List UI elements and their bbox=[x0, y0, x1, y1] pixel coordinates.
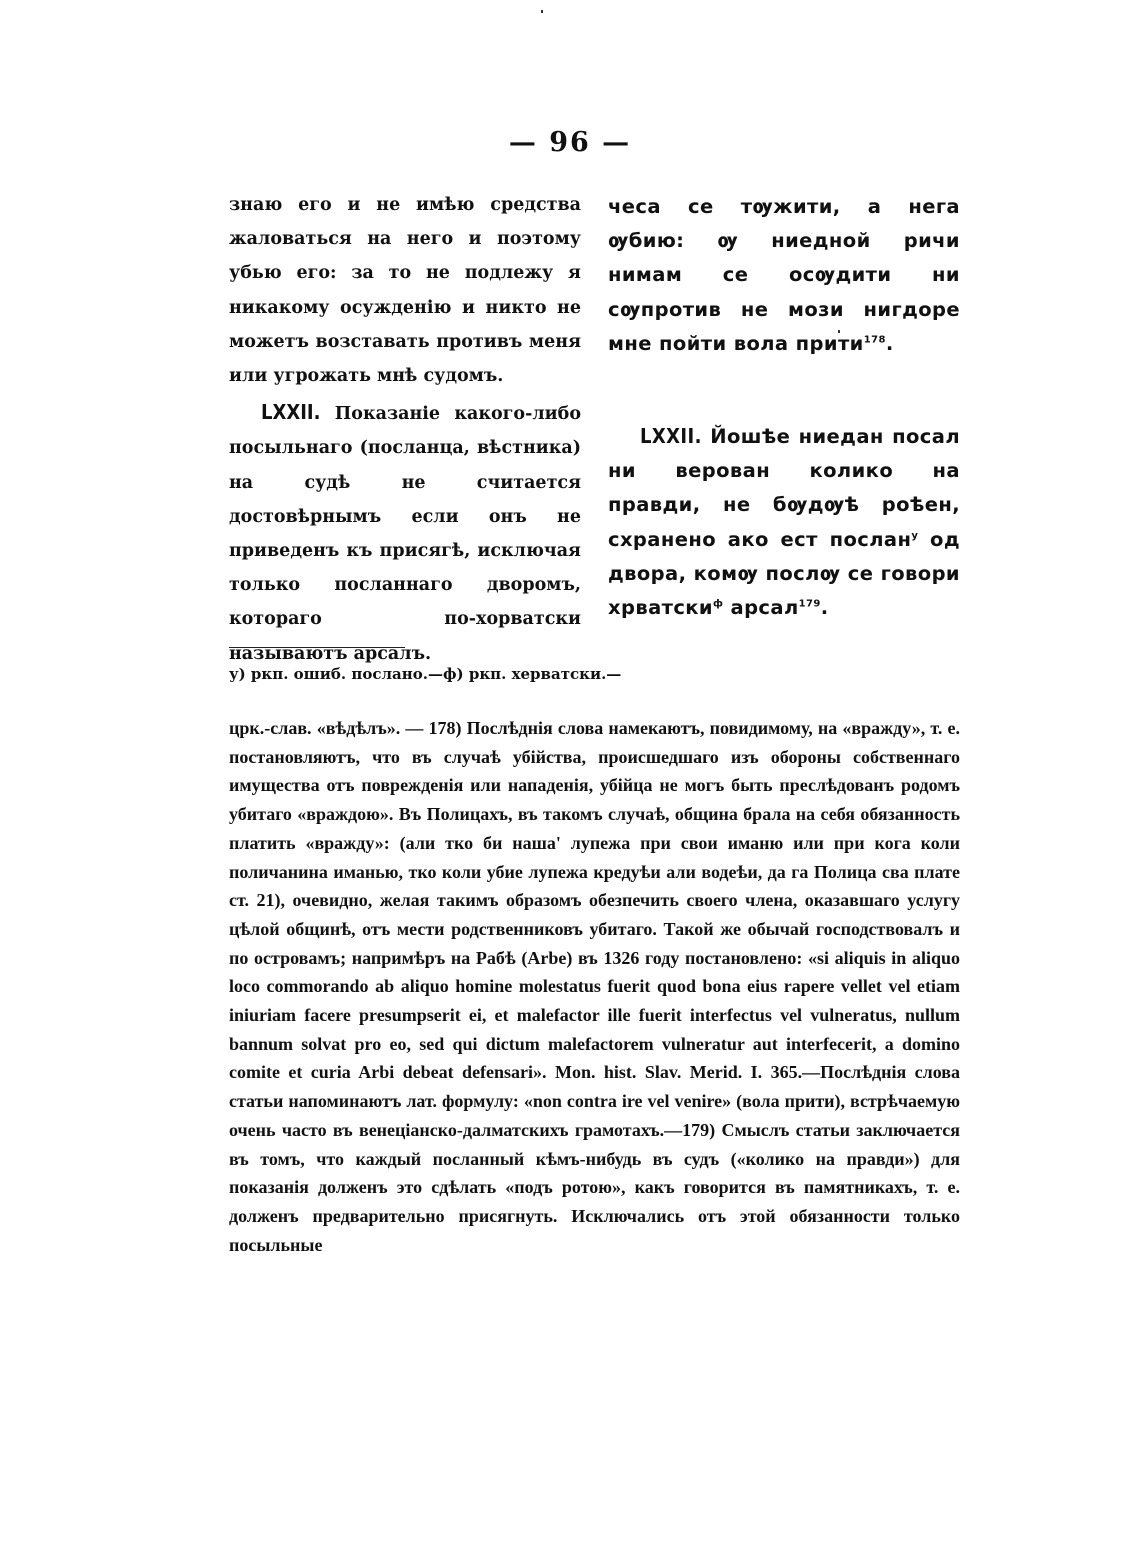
footnote-mark-f: ф bbox=[713, 598, 724, 610]
right-section-72 bbox=[608, 419, 960, 625]
section-text-part1: Йошѣе ниедан посал ни верован колико на правди, не бѹдѹѣ роѣен, схранено ако ест послан bbox=[608, 425, 960, 551]
page-number: — 96 — bbox=[508, 127, 632, 158]
section-text-end: . bbox=[820, 596, 829, 620]
footnote-mark-u: у bbox=[911, 530, 919, 542]
footnote-divider bbox=[229, 647, 405, 648]
print-speck bbox=[541, 10, 543, 13]
commentary-notes bbox=[229, 714, 960, 1259]
section-numeral: LXXII. bbox=[640, 424, 702, 449]
left-section-72 bbox=[229, 395, 581, 671]
section-text-part3: ѹ се говори хрватски bbox=[608, 561, 960, 620]
note-ref-178: 178 bbox=[863, 334, 886, 346]
right-paragraph: чеса се тѹжити, а нега ѹбию: ѹ ниедной ричи нимам се осѹдити ни сѹпротив не мози нигдоре мне пойти вола прити$^{178}$. bbox=[608, 195, 960, 355]
right-paragraph-text: чеса се тѹжити, а нега ѹбию: ѹ ниедной ричи нимам се осѹдити ни сѹпротив не мози нигдоре мне пойти вола прити bbox=[608, 195, 960, 355]
left-column-russian bbox=[229, 188, 581, 671]
footnote-variants: у) ркп. ошиб. послано.—ф) ркп. херватски.— bbox=[229, 665, 622, 683]
section-numeral: LXXII. bbox=[261, 400, 321, 425]
note-ref-179: 179 bbox=[798, 598, 821, 610]
right-column-croatian bbox=[608, 190, 960, 625]
commentary-text: црк.-слав. «вѣдѣлъ». — 178) Послѣднія слова намекаютъ, повидимому, на «вражду», т. е. постановляютъ, что въ случаѣ убійства, происшедшаго изъ обороны собственнаго имущества отъ поврежденія или нападенія, убійца не могъ быть преслѣдованъ родомъ убитаго «враждою». Въ Полицахъ, въ такомъ случаѣ, община брала на себя обязанность платить «вражду»: (али тко би наша' лупежа при свои иманю или при кога коли поличанина иманью, тко коли убие лупежа кредуѣи али водеѣи, да га Полица сва плате ст. 21), очевидно, желая такимъ образомъ обезпечить своего члена, оказавшаго услугу цѣлой общинѣ, отъ мести родственниковъ убитаго. Такой же обычай господствовалъ и по островамъ; напримѣръ на Рабѣ (Arbe) въ 1326 году постановлено: «si aliquis in aliquo loco commorando ab aliquo homine molestatus fuerit quod bona eius rapere vellet vel etiam iniuriam facere presumpserit ei, et malefactor ille fuerit interfectus vel vulneratus, nullum bannum solvat pro eo, sed qui dictum malefactorem vulneratur aut interfecerit, a domino comite et curia Arbi debeat defensari». Mon. hist. Slav. Merid. I. 365.—Послѣднія слова статьи напоминаютъ лат. формулу: «non contra ire vel venire» (вола прити), встрѣчаемую очень часто въ венеціанско-далматскихъ грамотахъ.—179) Смыслъ статьи заключается въ томъ, что каждый посланный кѣмъ-нибудь въ судъ («колико на правди») для показанія долженъ это сдѣлать «подъ ротою», какъ говорится въ памятникахъ, т. е. долженъ предварительно присягнуть. Исключались отъ этой обязанности только посыльные bbox=[229, 718, 960, 1255]
section-text-part4: арсал bbox=[723, 596, 799, 620]
left-paragraph: знаю его и не имѣю средства жаловаться на него и поэтому убью его: за то не подлежу я никакому осужденію и никто не можетъ возставать противъ меня или угрожать мнѣ судомъ. bbox=[229, 195, 581, 387]
section-text-part2: од двора, комѹ посл bbox=[608, 527, 960, 585]
section-text: Показаніе какого-либо посыльнаго (посланца, вѣстника) на судѣ не считается достовѣрнымъ если онъ не приведенъ къ присягѣ, исключая только посланнаго дворомъ, котораго по-хорватски называютъ арсалъ. bbox=[229, 404, 581, 664]
